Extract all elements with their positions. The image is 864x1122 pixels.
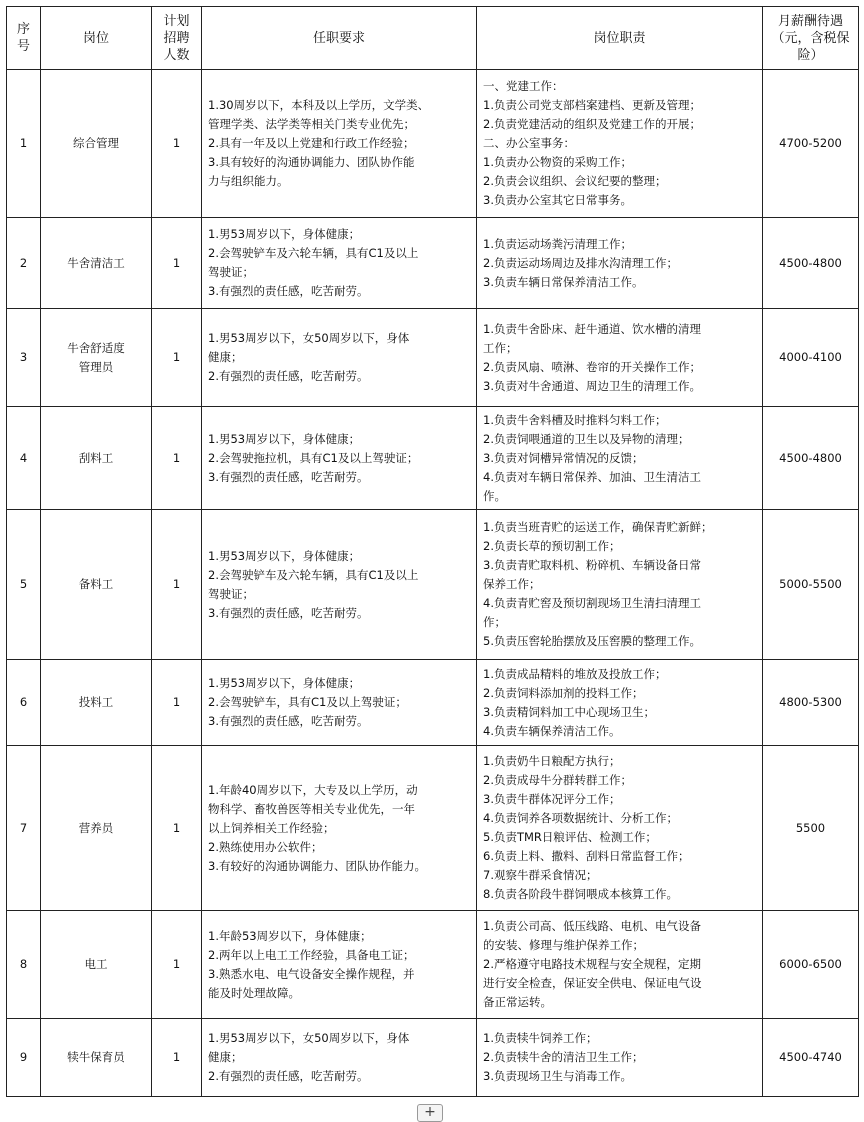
text-line: 3.具有较好的沟通协调能力、团队协作能 <box>208 155 415 169</box>
text-line: 1.男53周岁以下，身体健康； <box>208 548 361 563</box>
text-line: 管理学类、法学类等相关门类专业优先； <box>208 117 415 131</box>
text-line: 1.男53周岁以下，女50周岁以下，身体 <box>208 331 410 345</box>
text-line: 备正常运转。 <box>483 995 552 1009</box>
text-line: 2.严格遵守电路技术规程与安全规程，定期 <box>483 957 701 971</box>
row-seq: 9 <box>7 1019 41 1097</box>
row-count: 1 <box>152 218 202 309</box>
row-position: 电工 <box>41 911 152 1019</box>
row-position <box>41 309 152 407</box>
header-salary: 月薪酬待遇 （元，含税保险） <box>763 7 859 70</box>
text-line: 1.30周岁以下，本科及以上学历，文学类、 <box>208 98 430 112</box>
text-line: 3.熟悉水电、电气设备安全操作规程，并 <box>208 966 415 981</box>
header-headcount: 计划 招聘 人数 <box>152 7 202 70</box>
row-count: 1 <box>152 746 202 911</box>
text-line: 驾驶证； <box>208 586 254 601</box>
table-row <box>7 911 859 1019</box>
text-line: 2.会驾驶铲车及六轮车辆，具有C1及以上 <box>208 246 419 260</box>
header-position: 岗位 <box>41 7 152 70</box>
text-line: 3.负责现场卫生与消毒工作。 <box>483 1069 632 1083</box>
text-line: 5.负责压窖轮胎摆放及压窖膜的整理工作。 <box>483 634 701 648</box>
header-requirements: 任职要求 <box>202 7 477 70</box>
text-line: 1.负责犊牛饲养工作； <box>483 1031 598 1045</box>
row-requirements <box>202 218 477 309</box>
text-line: 3.有强烈的责任感，吃苦耐劳。 <box>208 469 369 484</box>
text-line: 驾驶证； <box>208 265 254 279</box>
row-requirements <box>202 309 477 407</box>
row-duties <box>477 70 763 218</box>
row-duties <box>477 309 763 407</box>
table-row <box>7 660 859 746</box>
text-line: 2.负责运动场周边及排水沟清理工作； <box>483 255 678 270</box>
text-line: 1.负责公司高、低压线路、电机、电气设备 <box>483 919 701 933</box>
text-line: 2.两年以上电工工作经验，具备电工证； <box>208 947 415 962</box>
text-line: 3.有强烈的责任感，吃苦耐劳。 <box>208 284 369 298</box>
text-line: 2.负责成母牛分群转群工作； <box>483 773 632 787</box>
text-line: 2.负责饲喂通道的卫生以及异物的清理； <box>483 431 690 446</box>
text-line: 3.负责车辆日常保养清洁工作。 <box>483 274 644 289</box>
row-salary: 4500-4800 <box>763 407 859 510</box>
position-line: 管理员 <box>78 359 114 374</box>
row-seq: 1 <box>7 70 41 218</box>
row-requirements <box>202 911 477 1019</box>
text-line: 3.负责对饲槽异常情况的反馈； <box>483 450 644 465</box>
row-count: 1 <box>152 309 202 407</box>
row-requirements <box>202 407 477 510</box>
row-count: 1 <box>152 911 202 1019</box>
table-row <box>7 1019 859 1097</box>
row-requirements <box>202 660 477 746</box>
text-line: 7.观察牛群采食情况； <box>483 868 598 882</box>
row-salary: 6000-6500 <box>763 911 859 1019</box>
row-salary: 4800-5300 <box>763 660 859 746</box>
row-seq: 2 <box>7 218 41 309</box>
text-line: 2.负责党建活动的组织及党建工作的开展； <box>483 117 701 131</box>
row-requirements <box>202 1019 477 1097</box>
row-salary: 4500-4800 <box>763 218 859 309</box>
add-row-button[interactable]: + <box>417 1104 443 1122</box>
row-position: 刮料工 <box>41 407 152 510</box>
text-line: 工作； <box>483 340 518 355</box>
text-line: 一、党建工作： <box>483 79 564 93</box>
row-position: 牛舍清洁工 <box>41 218 152 309</box>
row-duties <box>477 1019 763 1097</box>
text-line: 1.男53周岁以下，身体健康； <box>208 676 361 690</box>
text-line: 力与组织能力。 <box>208 174 289 188</box>
row-duties <box>477 510 763 660</box>
text-line: 2.负责长草的预切割工作； <box>483 539 621 553</box>
text-line: 作。 <box>483 488 506 503</box>
row-duties <box>477 911 763 1019</box>
text-line: 1.负责办公物资的采购工作； <box>483 155 632 169</box>
row-duties <box>477 660 763 746</box>
table-row <box>7 218 859 309</box>
row-salary: 4700-5200 <box>763 70 859 218</box>
table-row <box>7 70 859 218</box>
text-line: 健康； <box>208 1050 243 1064</box>
text-line: 2.会驾驶拖拉机，具有C1及以上驾驶证； <box>208 450 419 465</box>
row-seq: 6 <box>7 660 41 746</box>
row-salary: 4000-4100 <box>763 309 859 407</box>
row-position: 综合管理 <box>41 70 152 218</box>
text-line: 3.负责办公室其它日常事务。 <box>483 193 632 207</box>
text-line: 3.有强烈的责任感，吃苦耐劳。 <box>208 714 369 728</box>
position-line: 牛舍舒适度 <box>67 340 125 355</box>
text-line: 4.负责饲养各项数据统计、分析工作； <box>483 811 678 825</box>
row-salary: 5500 <box>763 746 859 911</box>
row-count: 1 <box>152 1019 202 1097</box>
table-row <box>7 407 859 510</box>
text-line: 5.负责TMR日粮评估、检测工作； <box>483 830 657 844</box>
text-line: 6.负责上料、撒料、刮料日常监督工作； <box>483 849 690 863</box>
job-table <box>6 6 859 1097</box>
text-line: 二、办公室事务： <box>483 136 575 150</box>
text-line: 以上饲养相关工作经验； <box>208 820 335 835</box>
text-line: 4.负责青贮窖及预切割现场卫生清扫清理工 <box>483 596 701 610</box>
row-requirements <box>202 70 477 218</box>
text-line: 1.负责牛舍卧床、赶牛通道、饮水槽的清理 <box>483 321 701 336</box>
row-count: 1 <box>152 660 202 746</box>
row-requirements <box>202 746 477 911</box>
row-seq: 8 <box>7 911 41 1019</box>
row-count: 1 <box>152 510 202 660</box>
text-line: 物科学、畜牧兽医等相关专业优先，一年 <box>208 801 415 816</box>
text-line: 能及时处理故障。 <box>208 985 300 1000</box>
row-duties <box>477 407 763 510</box>
row-salary: 4500-4740 <box>763 1019 859 1097</box>
text-line: 的安装、修理与维护保养工作； <box>483 938 644 952</box>
text-line: 2.负责会议组织、会议纪要的整理； <box>483 174 667 188</box>
text-line: 8.负责各阶段牛群饲喂成本核算工作。 <box>483 887 678 901</box>
row-seq: 5 <box>7 510 41 660</box>
row-seq: 3 <box>7 309 41 407</box>
text-line: 1.男53周岁以下，女50周岁以下，身体 <box>208 1031 410 1045</box>
header-duties: 岗位职责 <box>477 7 763 70</box>
text-line: 1.男53周岁以下，身体健康； <box>208 227 361 241</box>
text-line: 2.熟练使用办公软件； <box>208 839 323 854</box>
row-count: 1 <box>152 70 202 218</box>
text-line: 1.负责运动场粪污清理工作； <box>483 236 632 251</box>
table-row <box>7 746 859 911</box>
text-line: 3.有强烈的责任感，吃苦耐劳。 <box>208 605 369 620</box>
row-count: 1 <box>152 407 202 510</box>
text-line: 1.负责成品精料的堆放及投放工作； <box>483 666 667 681</box>
header-seq: 序 号 <box>7 7 41 70</box>
text-line: 1.负责牛舍料槽及时推料匀料工作； <box>483 412 667 427</box>
text-line: 作； <box>483 615 506 629</box>
row-position: 犊牛保育员 <box>41 1019 152 1097</box>
table-header-row <box>7 7 859 70</box>
row-position: 备料工 <box>41 510 152 660</box>
text-line: 1.负责当班青贮的运送工作，确保青贮新鲜； <box>483 520 713 534</box>
text-line: 1.年龄53周岁以下，身体健康； <box>208 928 372 943</box>
text-line: 1.负责奶牛日粮配方执行； <box>483 754 621 768</box>
text-line: 2.负责风扇、喷淋、卷帘的开关操作工作； <box>483 359 701 374</box>
row-requirements <box>202 510 477 660</box>
row-duties <box>477 218 763 309</box>
text-line: 1.负责公司党支部档案建档、更新及管理； <box>483 98 701 112</box>
text-line: 3.有较好的沟通协调能力、团队协作能力。 <box>208 858 426 873</box>
text-line: 4.负责对车辆日常保养、加油、卫生清洁工 <box>483 469 701 484</box>
text-line: 保养工作； <box>483 577 541 591</box>
text-line: 1.年龄40周岁以下，大专及以上学历，动 <box>208 782 418 797</box>
text-line: 3.负责青贮取料机、粉碎机、车辆设备日常 <box>483 558 701 572</box>
text-line: 2.负责饲料添加剂的投料工作； <box>483 685 644 700</box>
text-line: 2.有强烈的责任感，吃苦耐劳。 <box>208 369 369 383</box>
text-line: 3.负责对牛舍通道、周边卫生的清理工作。 <box>483 378 701 393</box>
text-line: 2.负责犊牛舍的清洁卫生工作； <box>483 1050 644 1064</box>
text-line: 2.会驾驶铲车及六轮车辆，具有C1及以上 <box>208 567 419 582</box>
text-line: 2.具有一年及以上党建和行政工作经验； <box>208 136 415 150</box>
row-duties <box>477 746 763 911</box>
row-seq: 4 <box>7 407 41 510</box>
row-salary: 5000-5500 <box>763 510 859 660</box>
text-line: 4.负责车辆保养清洁工作。 <box>483 723 621 738</box>
row-position: 营养员 <box>41 746 152 911</box>
table-row <box>7 510 859 660</box>
row-seq: 7 <box>7 746 41 911</box>
text-line: 3.负责精饲料加工中心现场卫生； <box>483 704 655 719</box>
text-line: 健康； <box>208 350 243 364</box>
text-line: 进行安全检查，保证安全供电、保证电气设 <box>483 976 702 990</box>
row-position: 投料工 <box>41 660 152 746</box>
text-line: 2.有强烈的责任感，吃苦耐劳。 <box>208 1069 369 1083</box>
table-row <box>7 309 859 407</box>
text-line: 3.负责牛群体况评分工作； <box>483 792 621 806</box>
text-line: 2.会驾驶铲车，具有C1及以上驾驶证； <box>208 695 407 709</box>
text-line: 1.男53周岁以下，身体健康； <box>208 431 361 446</box>
